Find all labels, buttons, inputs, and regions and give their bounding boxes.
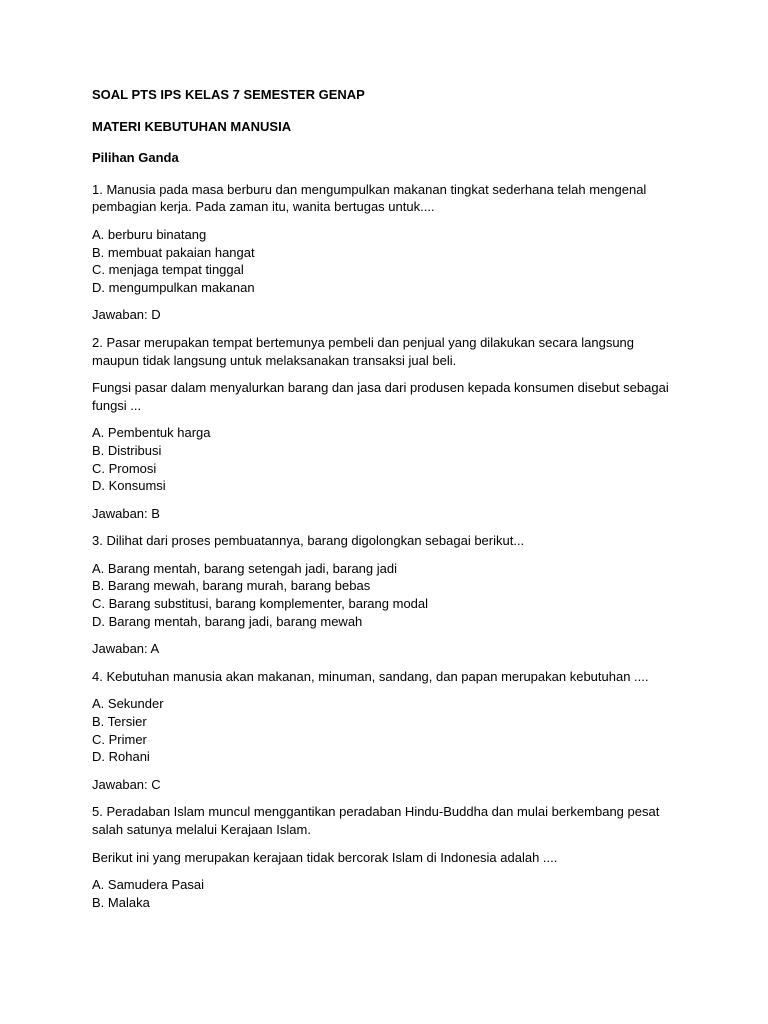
answer-text: Jawaban: A: [92, 641, 160, 657]
option-item: A. Samudera Pasai: [92, 877, 205, 893]
question-text: 1. Manusia pada masa berburu dan mengumpulkan makanan tingkat sederhana telah mengenal pembagian kerja. Pada zaman itu, wanita bertugas untuk....: [92, 181, 647, 215]
option-item: D. Konsumsi: [92, 478, 166, 494]
option-item: B. Distribusi: [92, 442, 162, 458]
section-heading: Pilihan Ganda: [92, 150, 179, 166]
question-text: 3. Dilihat dari proses pembuatannya, barang digolongkan sebagai berikut...: [92, 533, 525, 549]
option-item: A. Barang mentah, barang setengah jadi, barang jadi: [92, 560, 397, 576]
question-text: 5. Peradaban Islam muncul menggantikan peradaban Hindu-Buddha dan mulai berkembang pesat salah satunya melalui Kerajaan Islam.: [92, 804, 660, 837]
option-item: D. Barang mentah, barang jadi, barang mewah: [92, 613, 363, 629]
option-item: D. Rohani: [92, 749, 150, 765]
document-title: SOAL PTS IPS KELAS 7 SEMESTER GENAP: [92, 87, 365, 102]
question-block: [92, 803, 682, 911]
question-list: [92, 181, 682, 912]
option-item: C. Promosi: [92, 460, 157, 476]
question-block: [92, 334, 682, 522]
document-content: [92, 86, 682, 921]
option-item: C. Primer: [92, 731, 147, 747]
question-block: [92, 532, 682, 658]
document-subtitle: MATERI KEBUTUHAN MANUSIA: [92, 118, 292, 134]
option-item: B. Malaka: [92, 894, 150, 910]
option-item: A. Pembentuk harga: [92, 425, 211, 441]
option-item: A. berburu binatang: [92, 226, 207, 242]
option-list: [92, 695, 682, 765]
answer-text: Jawaban: C: [92, 776, 161, 792]
option-item: B. membuat pakaian hangat: [92, 244, 255, 260]
question-block: [92, 668, 682, 794]
option-item: A. Sekunder: [92, 696, 164, 712]
option-list: [92, 424, 682, 494]
option-item: C. Barang substitusi, barang komplementer, barang modal: [92, 596, 429, 612]
option-item: D. mengumpulkan makanan: [92, 279, 255, 295]
answer-text: Jawaban: B: [92, 505, 160, 521]
answer-text: Jawaban: D: [92, 307, 161, 323]
question-block: [92, 181, 682, 324]
option-list: [92, 226, 682, 296]
option-item: C. menjaga tempat tinggal: [92, 262, 244, 278]
question-prompt: Berikut ini yang merupakan kerajaan tidak bercorak Islam di Indonesia adalah ....: [92, 849, 558, 865]
option-list: [92, 560, 682, 630]
question-prompt: Fungsi pasar dalam menyalurkan barang dan jasa dari produsen kepada konsumen disebut sebagai fungsi ...: [92, 380, 669, 413]
option-list: [92, 876, 682, 911]
option-item: B. Tersier: [92, 714, 147, 730]
option-item: B. Barang mewah, barang murah, barang bebas: [92, 578, 371, 594]
question-text: 2. Pasar merupakan tempat bertemunya pembeli dan penjual yang dilakukan secara langsung maupun tidak langsung untuk melaksanakan transaksi jual beli.: [92, 334, 635, 368]
question-text: 4. Kebutuhan manusia akan makanan, minuman, sandang, dan papan merupakan kebutuhan ....: [92, 668, 649, 684]
